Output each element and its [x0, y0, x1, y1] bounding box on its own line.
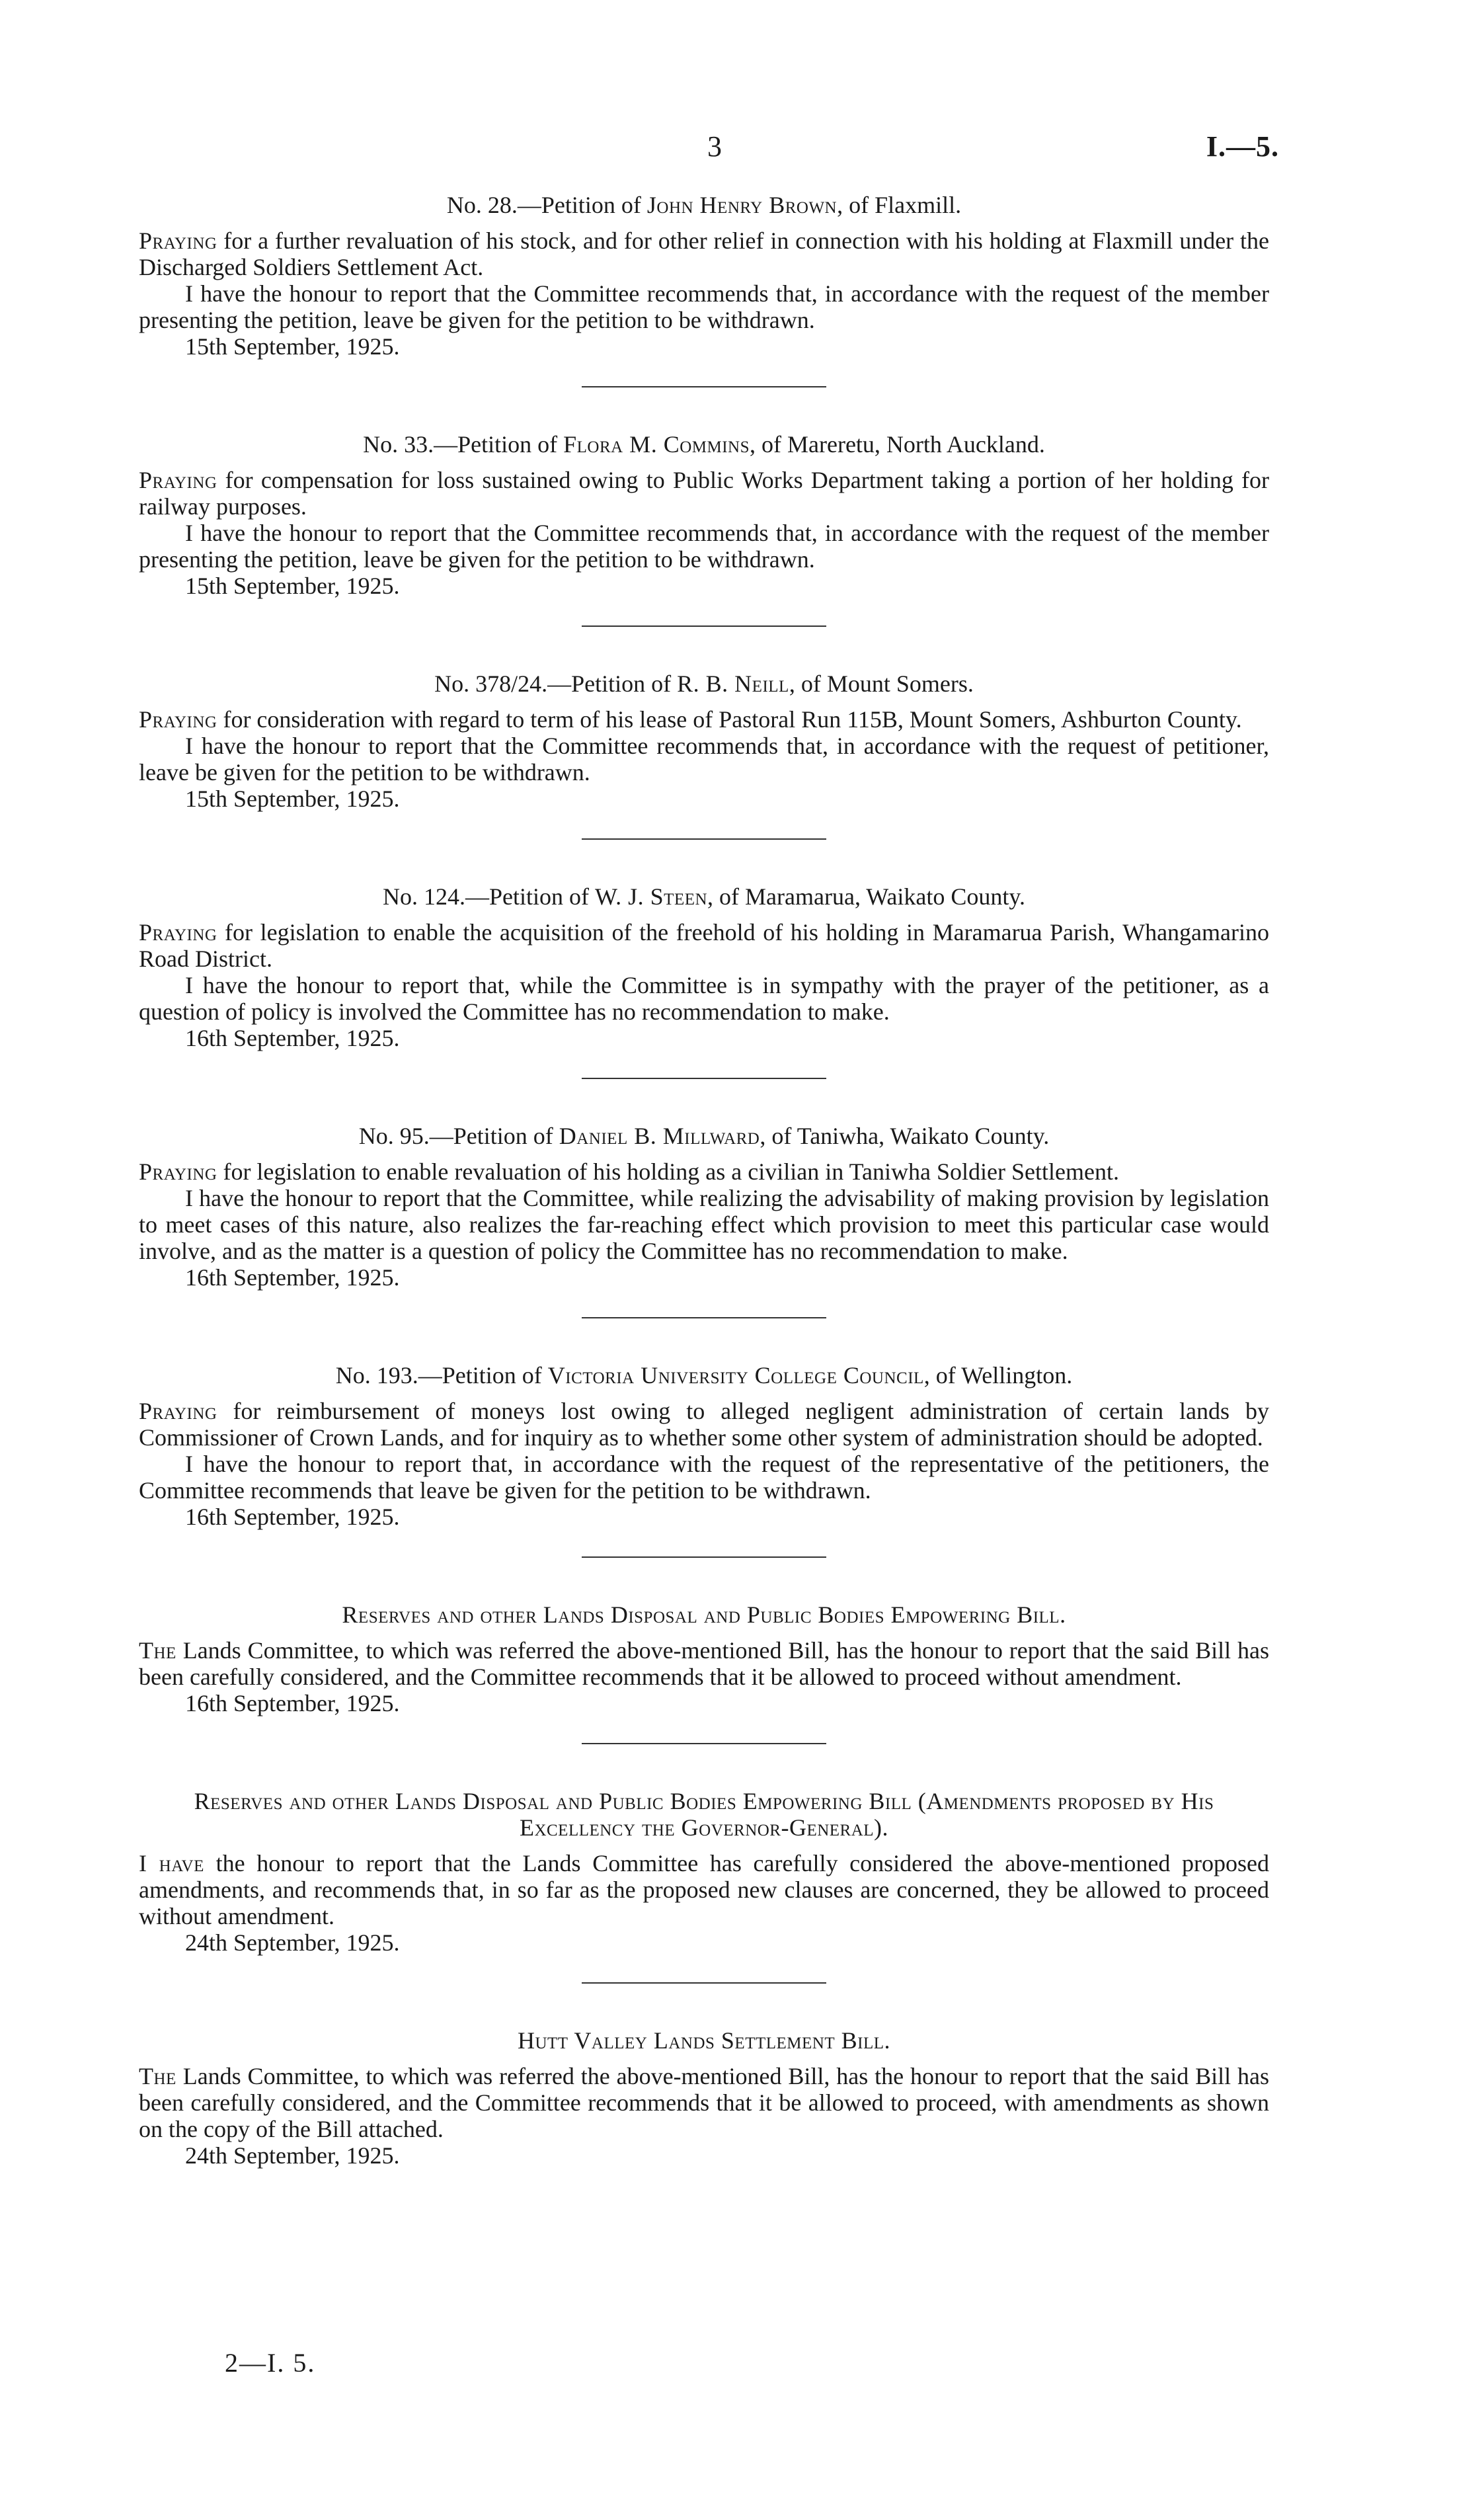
title-name: Victoria University College Council: [547, 1362, 924, 1389]
title-prefix: No. 28.—Petition of: [446, 192, 647, 218]
paragraph-lead: Praying: [139, 227, 217, 254]
entry-date: 16th September, 1925.: [185, 1690, 400, 1716]
entry-date: 16th September, 1925.: [185, 1025, 400, 1051]
page-number: 3: [707, 130, 722, 163]
entry-paragraph: [139, 706, 1269, 733]
entry-date: 16th September, 1925.: [185, 1264, 400, 1291]
title-suffix: , of Taniwha, Waikato County.: [760, 1123, 1050, 1149]
title-name: Hutt Valley Lands Settlement Bill.: [517, 2027, 890, 2054]
title-name: Reserves and other Lands Disposal and Public Bodies Empowering Bill.: [342, 1601, 1066, 1628]
report-paragraph: I have the honour to report that the Committee recommends that, in accordance with the request of the member presenting the petition, leave be given for the petition to be withdrawn.: [139, 280, 1269, 333]
entry-paragraph: [139, 1398, 1269, 1451]
entry-date: 15th September, 1925.: [185, 573, 400, 599]
paragraph-lead: Praying: [139, 1398, 217, 1424]
report-paragraph: I have the honour to report that, in accordance with the request of the representative of the petitioners, the Committee recommends that leave be given for the petition to be withdrawn.: [139, 1451, 1269, 1504]
title-name: Daniel B. Millward: [559, 1123, 760, 1149]
paragraph-lead: Praying: [139, 467, 217, 493]
section-divider: [582, 1743, 826, 1744]
entry-date: 24th September, 1925.: [185, 2142, 400, 2169]
title-suffix: , of Maramarua, Waikato County.: [707, 883, 1026, 910]
report-entry: [139, 883, 1269, 1079]
report-paragraph: I have the honour to report that the Committee, while realizing the advisability of making provision by legislation to meet cases of this nature, also realizes the far-reaching effect which provision to meet this particular case would involve, and as the matter is a question of policy the Committee has no recommendation to make.: [139, 1185, 1269, 1264]
report-entry: [139, 670, 1269, 840]
document-body: [139, 192, 1269, 2169]
title-name: John Henry Brown: [646, 192, 838, 218]
title-prefix: No. 33.—Petition of: [363, 431, 564, 458]
paragraph-lead: The: [139, 1637, 176, 1664]
paragraph-lead: I have: [139, 1850, 204, 1876]
paragraph-text: Lands Committee, to which was referred the above-mentioned Bill, has the honour to report that the said Bill has been carefully considered, and the Committee recommends that it be allowed to proceed, with amendments as shown on the copy of the Bill attached.: [139, 2063, 1269, 2142]
entry-paragraph: [139, 1637, 1269, 1690]
title-name: R. B. Neill: [677, 670, 789, 697]
paragraph-text: for a further revaluation of his stock, and for other relief in connection with his holding at Flaxmill under the Discharged Soldiers Settlement Act.: [139, 227, 1269, 280]
entry-title: [139, 192, 1269, 218]
entry-paragraph: [139, 1158, 1269, 1185]
report-paragraph: I have the honour to report that, while the Committee is in sympathy with the prayer of the petitioner, as a question of policy is involved the Committee has no recommendation to make.: [139, 972, 1269, 1025]
entry-paragraph: [139, 227, 1269, 280]
entry-title: [139, 431, 1269, 458]
entry-title: [139, 670, 1269, 697]
report-entry: [139, 1123, 1269, 1318]
report-paragraph: I have the honour to report that the Committee recommends that, in accordance with the request of petitioner, leave be given for the petition to be withdrawn.: [139, 733, 1269, 786]
entry-title: [139, 1362, 1269, 1389]
entry-paragraph: [139, 919, 1269, 972]
document-reference: I.—5.: [1206, 130, 1279, 163]
title-suffix: , of Wellington.: [923, 1362, 1073, 1389]
title-name: Reserves and other Lands Disposal and Public Bodies Empowering Bill (Amendments proposed by His Excellency the Governor-General).: [194, 1788, 1214, 1841]
paragraph-text: the honour to report that the Lands Committee has carefully considered the above-mentioned proposed amendments, and recommends that, in so far as the proposed new clauses are concerned, they be allowed to proceed without amendment.: [139, 1850, 1269, 1929]
report-entry: [139, 1601, 1269, 1744]
section-divider: [582, 625, 826, 627]
report-entry: [139, 1788, 1269, 1984]
paragraph-text: for consideration with regard to term of his lease of Pastoral Run 115B, Mount Somers, Ashburton County.: [217, 706, 1242, 733]
entry-title: [139, 1601, 1269, 1628]
entry-date: 16th September, 1925.: [185, 1504, 400, 1530]
paragraph-lead: Praying: [139, 706, 217, 733]
title-prefix: No. 378/24.—Petition of: [434, 670, 678, 697]
report-entry: [139, 431, 1269, 627]
entry-paragraph: [139, 2063, 1269, 2142]
entry-date: 24th September, 1925.: [185, 1929, 400, 1956]
title-suffix: , of Mareretu, North Auckland.: [750, 431, 1045, 458]
report-entry: [139, 2027, 1269, 2169]
title-prefix: No. 95.—Petition of: [358, 1123, 559, 1149]
paragraph-text: for compensation for loss sustained owing to Public Works Department taking a portion of her holding for railway purposes.: [139, 467, 1269, 520]
entry-date: 15th September, 1925.: [185, 786, 400, 812]
section-divider: [582, 838, 826, 840]
report-paragraph: I have the honour to report that the Committee recommends that, in accordance with the request of the member presenting the petition, leave be given for the petition to be withdrawn.: [139, 520, 1269, 573]
report-entry: [139, 1362, 1269, 1558]
title-name: W. J. Steen: [594, 883, 708, 910]
entry-date: 15th September, 1925.: [185, 333, 400, 360]
section-divider: [582, 1982, 826, 1984]
section-divider: [582, 1317, 826, 1318]
paragraph-text: Lands Committee, to which was referred the above-mentioned Bill, has the honour to report that the said Bill has been carefully considered, and the Committee recommends that it be allowed to proceed without amendment.: [139, 1637, 1269, 1690]
paragraph-text: for reimbursement of moneys lost owing to alleged negligent administration of certain lands by Commissioner of Crown Lands, and for inquiry as to whether some other system of administration should be adopted.: [139, 1398, 1269, 1451]
report-entry: [139, 192, 1269, 387]
section-divider: [582, 386, 826, 387]
paragraph-text: for legislation to enable revaluation of his holding as a civilian in Taniwha Soldier Settlement.: [217, 1158, 1119, 1185]
entry-title: [139, 1123, 1269, 1149]
paragraph-lead: Praying: [139, 1158, 217, 1185]
entry-paragraph: [139, 1850, 1269, 1929]
signature-mark: 2—I. 5.: [225, 2348, 316, 2378]
title-suffix: , of Flaxmill.: [837, 192, 962, 218]
page-header: [0, 130, 1484, 169]
paragraph-lead: The: [139, 2063, 176, 2089]
paragraph-lead: Praying: [139, 919, 217, 946]
section-divider: [582, 1078, 826, 1079]
title-name: Flora M. Commins: [563, 431, 750, 458]
section-divider: [582, 1556, 826, 1558]
entry-title: [139, 883, 1269, 910]
entry-paragraph: [139, 467, 1269, 520]
entry-title: [139, 1788, 1269, 1841]
title-prefix: No. 124.—Petition of: [382, 883, 595, 910]
title-prefix: No. 193.—Petition of: [335, 1362, 548, 1389]
title-suffix: , of Mount Somers.: [789, 670, 974, 697]
entry-title: [139, 2027, 1269, 2054]
paragraph-text: for legislation to enable the acquisition of the freehold of his holding in Maramarua Parish, Whangamarino Road District.: [139, 919, 1269, 972]
